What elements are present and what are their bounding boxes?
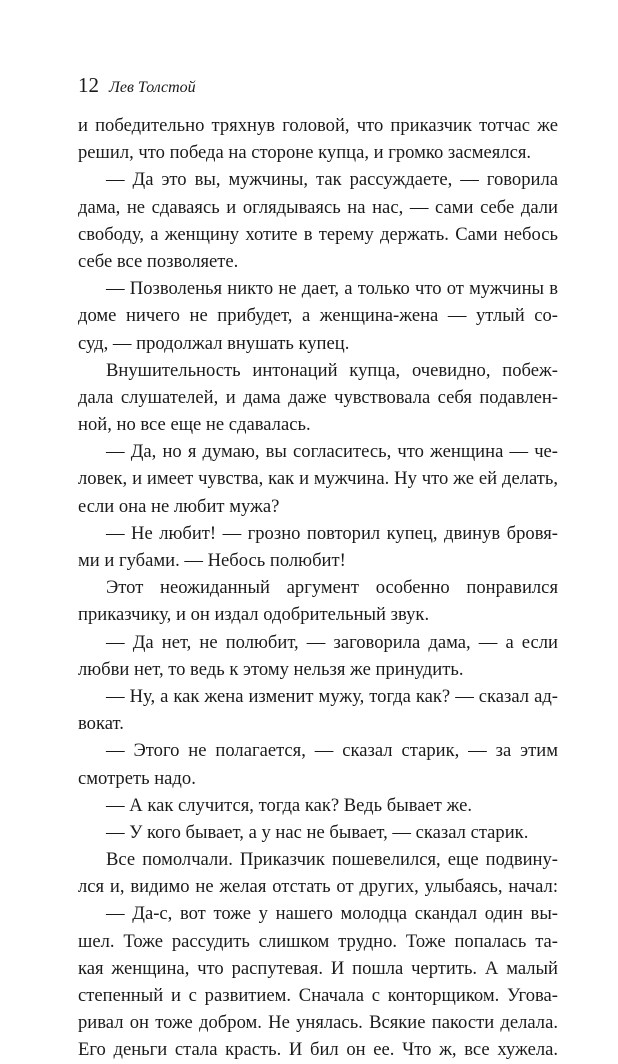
text-line: — Да, но я думаю, вы согласитесь, что женщина — че- <box>106 441 558 463</box>
text-line: свободу, а женщину хотите в терему держать. Сами небось <box>78 223 558 245</box>
text-line: Его деньги стала красть. И бил он ее. Что ж, все хужела. <box>78 1039 558 1061</box>
text-line: — Да-с, вот тоже у нашего молодца скандал один вы- <box>106 903 558 925</box>
text-line: Все помолчали. Приказчик пошевелился, еще подвину- <box>106 849 558 871</box>
running-head-author: Лев Толстой <box>109 79 196 96</box>
text-line: лся и, видимо не желая отстать от других, улыбаясь, начал: <box>78 876 558 898</box>
text-line: ривал он тоже добром. Не унялась. Всякие пакости делала. <box>78 1012 558 1034</box>
text-line: — Да нет, не полюбит, — заговорила дама, — а если <box>106 631 558 653</box>
text-line: смотреть надо. <box>78 767 196 789</box>
text-line: Этот неожиданный аргумент особенно понравился <box>106 577 558 599</box>
text-line: — У кого бывает, а у нас не бывает, — сказал старик. <box>106 821 529 843</box>
body-text <box>78 112 558 1064</box>
text-line: степенный и с развитием. Сначала с конторщиком. Угова- <box>78 985 558 1006</box>
text-line: — Да это вы, мужчины, так рассуждаете, — говорила <box>106 169 558 191</box>
text-line: любви нет, то ведь к этому нельзя же принудить. <box>78 658 464 680</box>
text-line: — Позволенья никто не дает, а только что от мужчины в <box>106 278 558 300</box>
text-line: приказчику, и он издал одобрительный звук. <box>78 604 430 626</box>
text-line: ловек, и имеет чувства, как и мужчина. Ну что же ей делать, <box>78 468 558 490</box>
text-line: если она не любит мужа? <box>78 495 280 517</box>
text-line: — Ну, а как жена изменит мужу, тогда как? — сказал ад- <box>106 685 558 707</box>
text-line: доме ничего не прибудет, а женщина-жена — утлый со- <box>78 305 558 327</box>
text-line: вокат. <box>78 713 124 735</box>
text-line: дала слушателей, и дама даже чувствовала себя подавлен- <box>78 386 558 408</box>
text-line: и победительно тряхнув головой, что приказчик тотчас же <box>78 115 558 136</box>
page-header <box>78 73 196 103</box>
text-line: суд, — продолжал внушать купец. <box>78 332 350 354</box>
text-line: — Этого не полагается, — сказал старик, — за этим <box>106 740 558 762</box>
text-line: ми и губами. — Небось полюбит! <box>78 550 346 571</box>
text-line: решил, что победа на стороне купца, и громко засмеялся. <box>78 142 532 164</box>
text-line: кая женщина, что распутевая. И пошла чертить. А малый <box>78 957 558 979</box>
text-line: шел. Тоже рассудить слишком трудно. Тоже попалась та- <box>78 930 558 952</box>
text-line: Внушительность интонаций купца, очевидно, побеж- <box>106 359 558 381</box>
text-line: себе все позволяете. <box>78 250 239 272</box>
text-line: ной, но все еще не сдавалась. <box>78 414 311 436</box>
text-line: — А как случится, тогда как? Ведь бывает же. <box>106 794 473 816</box>
text-line: — Не любит! — грозно повторил купец, двинув бровя- <box>106 522 558 544</box>
page-number: 12 <box>78 73 99 97</box>
text-line: дама, не сдаваясь и оглядываясь на нас, — сами себе дали <box>78 196 558 218</box>
